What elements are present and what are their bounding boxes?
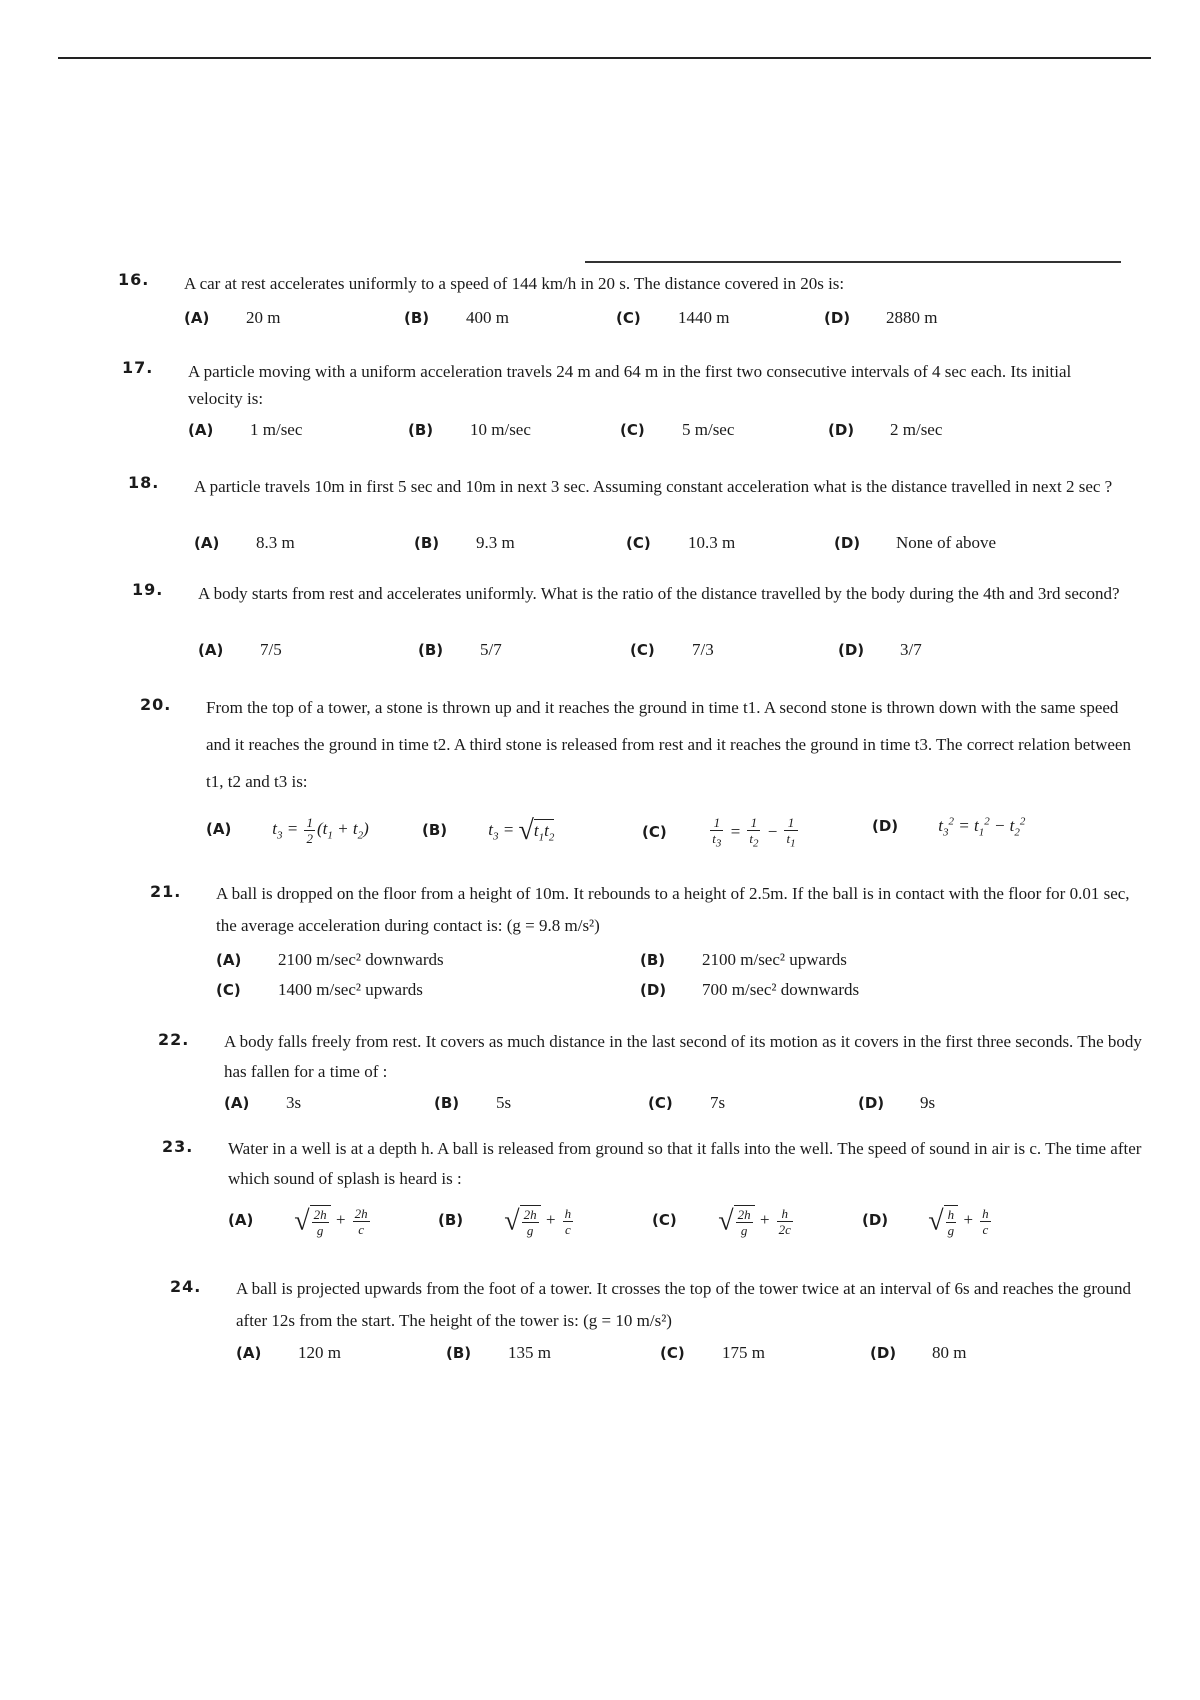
option-value: 1400 m/sec² upwards (278, 980, 423, 999)
option-b[interactable] (414, 533, 515, 553)
option-a[interactable] (206, 815, 369, 846)
header-rule (58, 57, 1151, 59)
option-value: 7/5 (260, 640, 282, 659)
option-label: (B) (438, 1211, 464, 1230)
question-number: 22. (158, 1030, 190, 1049)
option-label: (C) (660, 1344, 685, 1362)
option-value: None of above (896, 533, 997, 552)
options (216, 980, 1116, 1004)
option-label: (C) (642, 823, 667, 842)
option-label: (A) (194, 534, 220, 552)
option-b[interactable] (640, 950, 847, 970)
option-value: 2880 m (886, 308, 938, 327)
option-label: (C) (216, 981, 241, 999)
question-text: From the top of a tower, a stone is thrown up and it reaches the ground in time t1. A second stone is thrown down with the same speed and it reaches the ground in time t2. A third stone is released from rest and it reaches the ground in time t3. The correct relation between t1, t2 and t3 is: (206, 698, 1131, 791)
option-label: (A) (236, 1344, 262, 1362)
options (224, 1093, 1124, 1117)
option-label: (C) (630, 641, 655, 659)
option-value: 2 m/sec (890, 420, 943, 439)
question-text: A particle moving with a uniform acceleration travels 24 m and 64 m in the first two consecutive intervals of 4 sec each. Its initial velocity is: (188, 362, 1072, 408)
question-text: A ball is projected upwards from the foot of a tower. It crosses the top of the tower twice at an interval of 6s and reaches the ground after 12s from the start. The height of the tower is: (g = 10 m/s²) (236, 1279, 1132, 1330)
option-value: 9.3 m (476, 533, 515, 552)
option-label: (A) (206, 820, 232, 839)
option-c[interactable] (616, 308, 729, 328)
option-c[interactable] (626, 533, 735, 553)
option-c[interactable] (620, 420, 734, 440)
option-label: (B) (446, 1344, 472, 1362)
option-a[interactable] (188, 420, 302, 440)
option-d[interactable] (870, 1343, 966, 1363)
option-label: (D) (640, 981, 667, 999)
option-value: 2100 m/sec² downwards (278, 950, 444, 969)
question-text: A car at rest accelerates uniformly to a speed of 144 km/h in 20 s. The distance covered in 20s is: (184, 274, 845, 293)
option-label: (A) (184, 309, 210, 327)
question-text: A body starts from rest and accelerates uniformly. What is the ratio of the distance travelled by the body during the 4th and 3rd second? (198, 584, 1120, 603)
option-c[interactable] (648, 1093, 725, 1113)
question-text: A ball is dropped on the floor from a height of 10m. It rebounds to a height of 2.5m. If the ball is in contact with the floor for 0.01 sec, the average acceleration during contact is: (g = 9.8 m/s²) (216, 884, 1130, 935)
option-d[interactable] (838, 640, 922, 660)
option-label: (C) (620, 421, 645, 439)
question-number: 21. (150, 882, 182, 901)
option-label: (B) (422, 820, 448, 839)
option-label: (A) (198, 641, 224, 659)
option-label: (C) (648, 1094, 673, 1112)
question-number: 19. (132, 580, 164, 599)
option-value: 135 m (508, 1343, 551, 1362)
question-number: 16. (118, 270, 150, 289)
option-b[interactable] (438, 1205, 575, 1238)
option-label: (B) (414, 534, 440, 552)
option-c[interactable] (652, 1205, 795, 1238)
option-formula: $\frac{1}{t_3}$ = $\frac{1}{t_2}$ − $\frac{1}{t_1}$ (712, 815, 796, 850)
option-value: 7s (710, 1093, 726, 1112)
option-value: 700 m/sec² downwards (702, 980, 860, 999)
option-value: 400 m (466, 308, 509, 327)
option-formula: √ $\frac{2h}{g}$ + $\frac{h}{2c}$ (718, 1205, 791, 1238)
options (198, 640, 1098, 664)
option-label: (A) (188, 421, 214, 439)
option-formula: √ $\frac{2h}{g}$ + $\frac{h}{c}$ (504, 1205, 572, 1238)
option-value: 5 m/sec (682, 420, 735, 439)
option-label: (B) (404, 309, 430, 327)
option-label: (B) (408, 421, 434, 439)
option-value: 7/3 (692, 640, 714, 659)
option-c[interactable] (642, 815, 800, 852)
option-label: (D) (862, 1211, 889, 1230)
option-label: (C) (626, 534, 651, 552)
option-value: 120 m (298, 1343, 341, 1362)
option-b[interactable] (404, 308, 509, 328)
option-d[interactable] (824, 308, 937, 328)
options (184, 308, 1084, 332)
option-value: 8.3 m (256, 533, 295, 552)
option-label: (A) (216, 951, 242, 969)
option-label: (D) (828, 421, 855, 439)
option-a[interactable] (224, 1093, 301, 1113)
option-a[interactable] (184, 308, 280, 328)
question-text: A body falls freely from rest. It covers as much distance in the last second of its motion as it covers in the first three seconds. The body has fallen for a time of : (224, 1032, 1142, 1081)
option-label: (D) (872, 816, 899, 835)
option-label: (D) (824, 309, 851, 327)
option-formula: √ $\frac{2h}{g}$ + $\frac{2h}{c}$ (294, 1205, 368, 1238)
option-d[interactable] (834, 533, 996, 553)
option-label: (B) (434, 1094, 460, 1112)
option-d[interactable] (640, 980, 859, 1000)
option-a[interactable] (198, 640, 282, 660)
option-value: 1440 m (678, 308, 730, 327)
option-a[interactable] (236, 1343, 341, 1363)
option-formula: $t_3^2 = t_1^2 - t_2^2$ (938, 815, 1026, 839)
question-number: 23. (162, 1137, 194, 1156)
option-b[interactable] (418, 640, 502, 660)
option-b[interactable] (446, 1343, 551, 1363)
option-value: 10.3 m (688, 533, 736, 552)
option-c[interactable] (630, 640, 714, 660)
option-value: 3/7 (900, 640, 922, 659)
options (194, 533, 1094, 557)
option-a[interactable] (194, 533, 295, 553)
option-label: (A) (224, 1094, 250, 1112)
option-c[interactable] (660, 1343, 765, 1363)
question-text: A particle travels 10m in first 5 sec and 10m in next 3 sec. Assuming constant acceleration what is the distance travelled in next 2 sec ? (194, 477, 1113, 496)
options (228, 1205, 1128, 1255)
option-label: (B) (418, 641, 444, 659)
option-label: (A) (228, 1211, 254, 1230)
option-formula: $t_3 = √t_1t_2$ (488, 815, 555, 846)
option-b[interactable] (434, 1093, 511, 1113)
option-d[interactable] (872, 815, 1025, 838)
option-value: 9s (920, 1093, 936, 1112)
option-b[interactable] (408, 420, 531, 440)
option-label: (C) (616, 309, 641, 327)
question-number: 24. (170, 1277, 202, 1296)
option-formula: √ $\frac{h}{g}$ + $\frac{h}{c}$ (928, 1205, 989, 1238)
option-value: 3s (286, 1093, 302, 1112)
option-d[interactable] (858, 1093, 935, 1113)
question-text: Water in a well is at a depth h. A ball is released from ground so that it falls into the well. The speed of sound in air is c. The time after which sound of splash is heard is : (228, 1139, 1142, 1188)
option-label: (D) (834, 534, 861, 552)
options (216, 950, 1116, 974)
option-label: (B) (640, 951, 666, 969)
options (236, 1343, 1136, 1367)
option-d[interactable] (828, 420, 942, 440)
option-a[interactable] (216, 950, 444, 970)
option-a[interactable] (228, 1205, 372, 1238)
option-value: 20 m (246, 308, 281, 327)
option-value: 175 m (722, 1343, 765, 1362)
options (188, 420, 1088, 444)
question-number: 18. (128, 473, 160, 492)
option-label: (D) (838, 641, 865, 659)
question-number: 17. (122, 358, 154, 377)
option-label: (D) (870, 1344, 897, 1362)
option-value: 5s (496, 1093, 512, 1112)
option-c[interactable] (216, 980, 423, 1000)
option-label: (D) (858, 1094, 885, 1112)
question-number: 20. (140, 695, 172, 714)
option-b[interactable] (422, 815, 554, 847)
decorative-rule (585, 261, 1121, 263)
option-value: 80 m (932, 1343, 967, 1362)
option-formula: $t_3$ = $\frac{1}{2}$ $(t_1 + t_2)$ (272, 815, 369, 846)
option-value: 1 m/sec (250, 420, 303, 439)
option-value: 10 m/sec (470, 420, 531, 439)
options (206, 815, 1106, 855)
option-d[interactable] (862, 1205, 993, 1238)
option-label: (C) (652, 1211, 677, 1230)
option-value: 5/7 (480, 640, 502, 659)
option-value: 2100 m/sec² upwards (702, 950, 847, 969)
